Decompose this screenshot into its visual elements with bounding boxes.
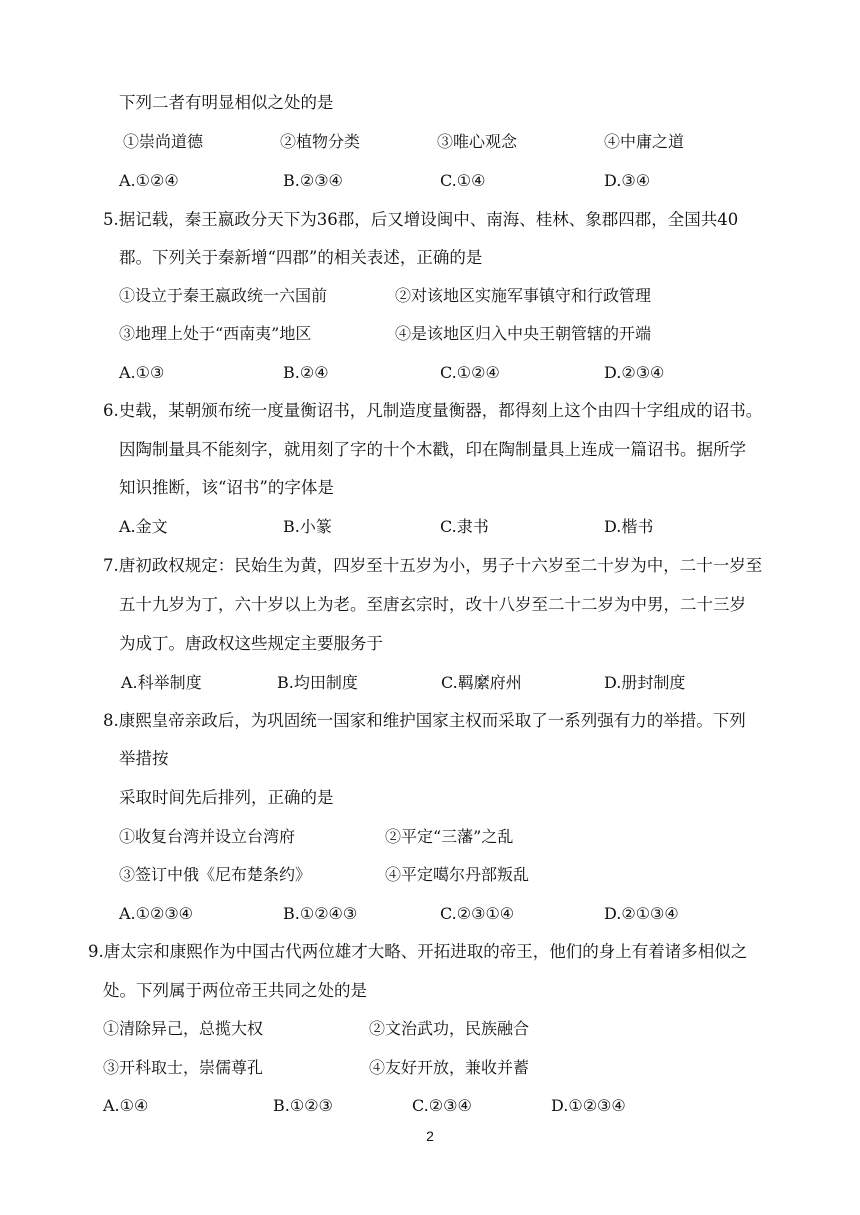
page-number: 2 — [426, 1128, 434, 1144]
q5-item-1: ①设立于秦王嬴政统一六国前 — [119, 286, 328, 305]
q7-option-c: C.羁縻府州 — [441, 673, 522, 692]
q4-option-a: A.①②④ — [119, 171, 179, 190]
q8-stem-line-1: 8.康熙皇帝亲政后，为巩固统一国家和维护国家主权而采取了一系列强有力的举措。下列 — [103, 711, 746, 730]
q9-option-d: D.①②③④ — [551, 1096, 626, 1115]
q4-item-2: ②植物分类 — [280, 132, 361, 151]
q6-option-d: D.楷书 — [604, 517, 654, 536]
q8-item-3: ③签订中俄《尼布楚条约》 — [119, 865, 312, 884]
q4-option-d: D.③④ — [604, 171, 651, 190]
q8-option-d: D.②①③④ — [604, 904, 679, 923]
q9-item-4: ④友好开放，兼收并蓄 — [369, 1058, 530, 1077]
q4-option-b: B.②③④ — [283, 171, 343, 190]
q4-stem: 下列二者有明显相似之处的是 — [119, 93, 334, 112]
q9-item-2: ②文治武功，民族融合 — [369, 1019, 530, 1038]
q5-item-2: ②对该地区实施军事镇守和行政管理 — [395, 286, 652, 305]
q8-option-b: B.①②④③ — [283, 904, 358, 923]
q9-option-c: C.②③④ — [412, 1096, 472, 1115]
q6-stem-line-1: 6.史载，某朝颁布统一度量衡诏书，凡制造度量衡器，都得刻上这个由四十字组成的诏书。 — [103, 401, 763, 420]
q6-option-b: B.小篆 — [283, 517, 332, 536]
q8-stem-line-2: 举措按 — [119, 749, 169, 768]
q6-option-a: A.金文 — [119, 517, 168, 536]
q8-item-1: ①收复台湾并设立台湾府 — [119, 827, 296, 846]
q4-item-3: ③唯心观念 — [437, 132, 518, 151]
q8-option-c: C.②③①④ — [440, 904, 515, 923]
q8-item-2: ②平定“三藩”之乱 — [385, 827, 514, 846]
q8-item-4: ④平定噶尔丹部叛乱 — [385, 865, 530, 884]
q9-item-3: ③开科取士，崇儒尊孔 — [103, 1058, 264, 1077]
q9-option-b: B.①②③ — [273, 1096, 333, 1115]
q7-stem-line-1: 7.唐初政权规定：民始生为黄，四岁至十五岁为小，男子十六岁至二十岁为中，二十一岁至 — [103, 556, 763, 575]
q5-option-a: A.①③ — [119, 363, 165, 382]
q7-stem-line-3: 为成丁。唐政权这些规定主要服务于 — [119, 634, 383, 653]
q5-item-4: ④是该地区归入中央王朝管辖的开端 — [395, 324, 652, 343]
q4-item-1: ①崇尚道德 — [123, 132, 204, 151]
q6-option-c: C.隶书 — [440, 517, 489, 536]
q7-stem-line-2: 五十九岁为丁，六十岁以上为老。至唐玄宗时，改十八岁至二十二岁为中男，二十三岁 — [119, 595, 746, 614]
q9-option-a: A.①④ — [103, 1096, 149, 1115]
q9-item-1: ①清除异己，总揽大权 — [103, 1019, 264, 1038]
q5-option-b: B.②④ — [283, 363, 329, 382]
q9-stem-line-2: 处。下列属于两位帝王共同之处的是 — [103, 981, 367, 1000]
q6-stem-line-2: 因陶制量具不能刻字，就用刻了字的十个木戳，印在陶制量具上连成一篇诏书。据所学 — [119, 440, 746, 459]
q8-option-a: A.①②③④ — [119, 904, 194, 923]
q5-stem-line-2: 郡。下列关于秦新增“四郡”的相关表述，正确的是 — [119, 248, 483, 267]
q8-stem-line-3: 采取时间先后排列，正确的是 — [119, 788, 334, 807]
q9-stem-line-1: 9.唐太宗和康熙作为中国古代两位雄才大略、开拓进取的帝王，他们的身上有着诸多相似之 — [88, 942, 748, 961]
q7-option-b: B.均田制度 — [277, 673, 358, 692]
q7-option-a: A.科举制度 — [121, 673, 202, 692]
q4-option-c: C.①④ — [440, 171, 486, 190]
q5-item-3: ③地理上处于“西南夷”地区 — [119, 324, 312, 343]
q5-option-c: C.①②④ — [440, 363, 500, 382]
q4-item-4: ④中庸之道 — [604, 132, 685, 151]
q5-stem-line-1: 5.据记载，秦王嬴政分天下为36郡，后又增设闽中、南海、桂林、象郡四郡，全国共40 — [103, 210, 739, 229]
q7-option-d: D.册封制度 — [604, 673, 686, 692]
q6-stem-line-3: 知识推断，该“诏书”的字体是 — [119, 478, 334, 497]
q5-option-d: D.②③④ — [604, 363, 665, 382]
